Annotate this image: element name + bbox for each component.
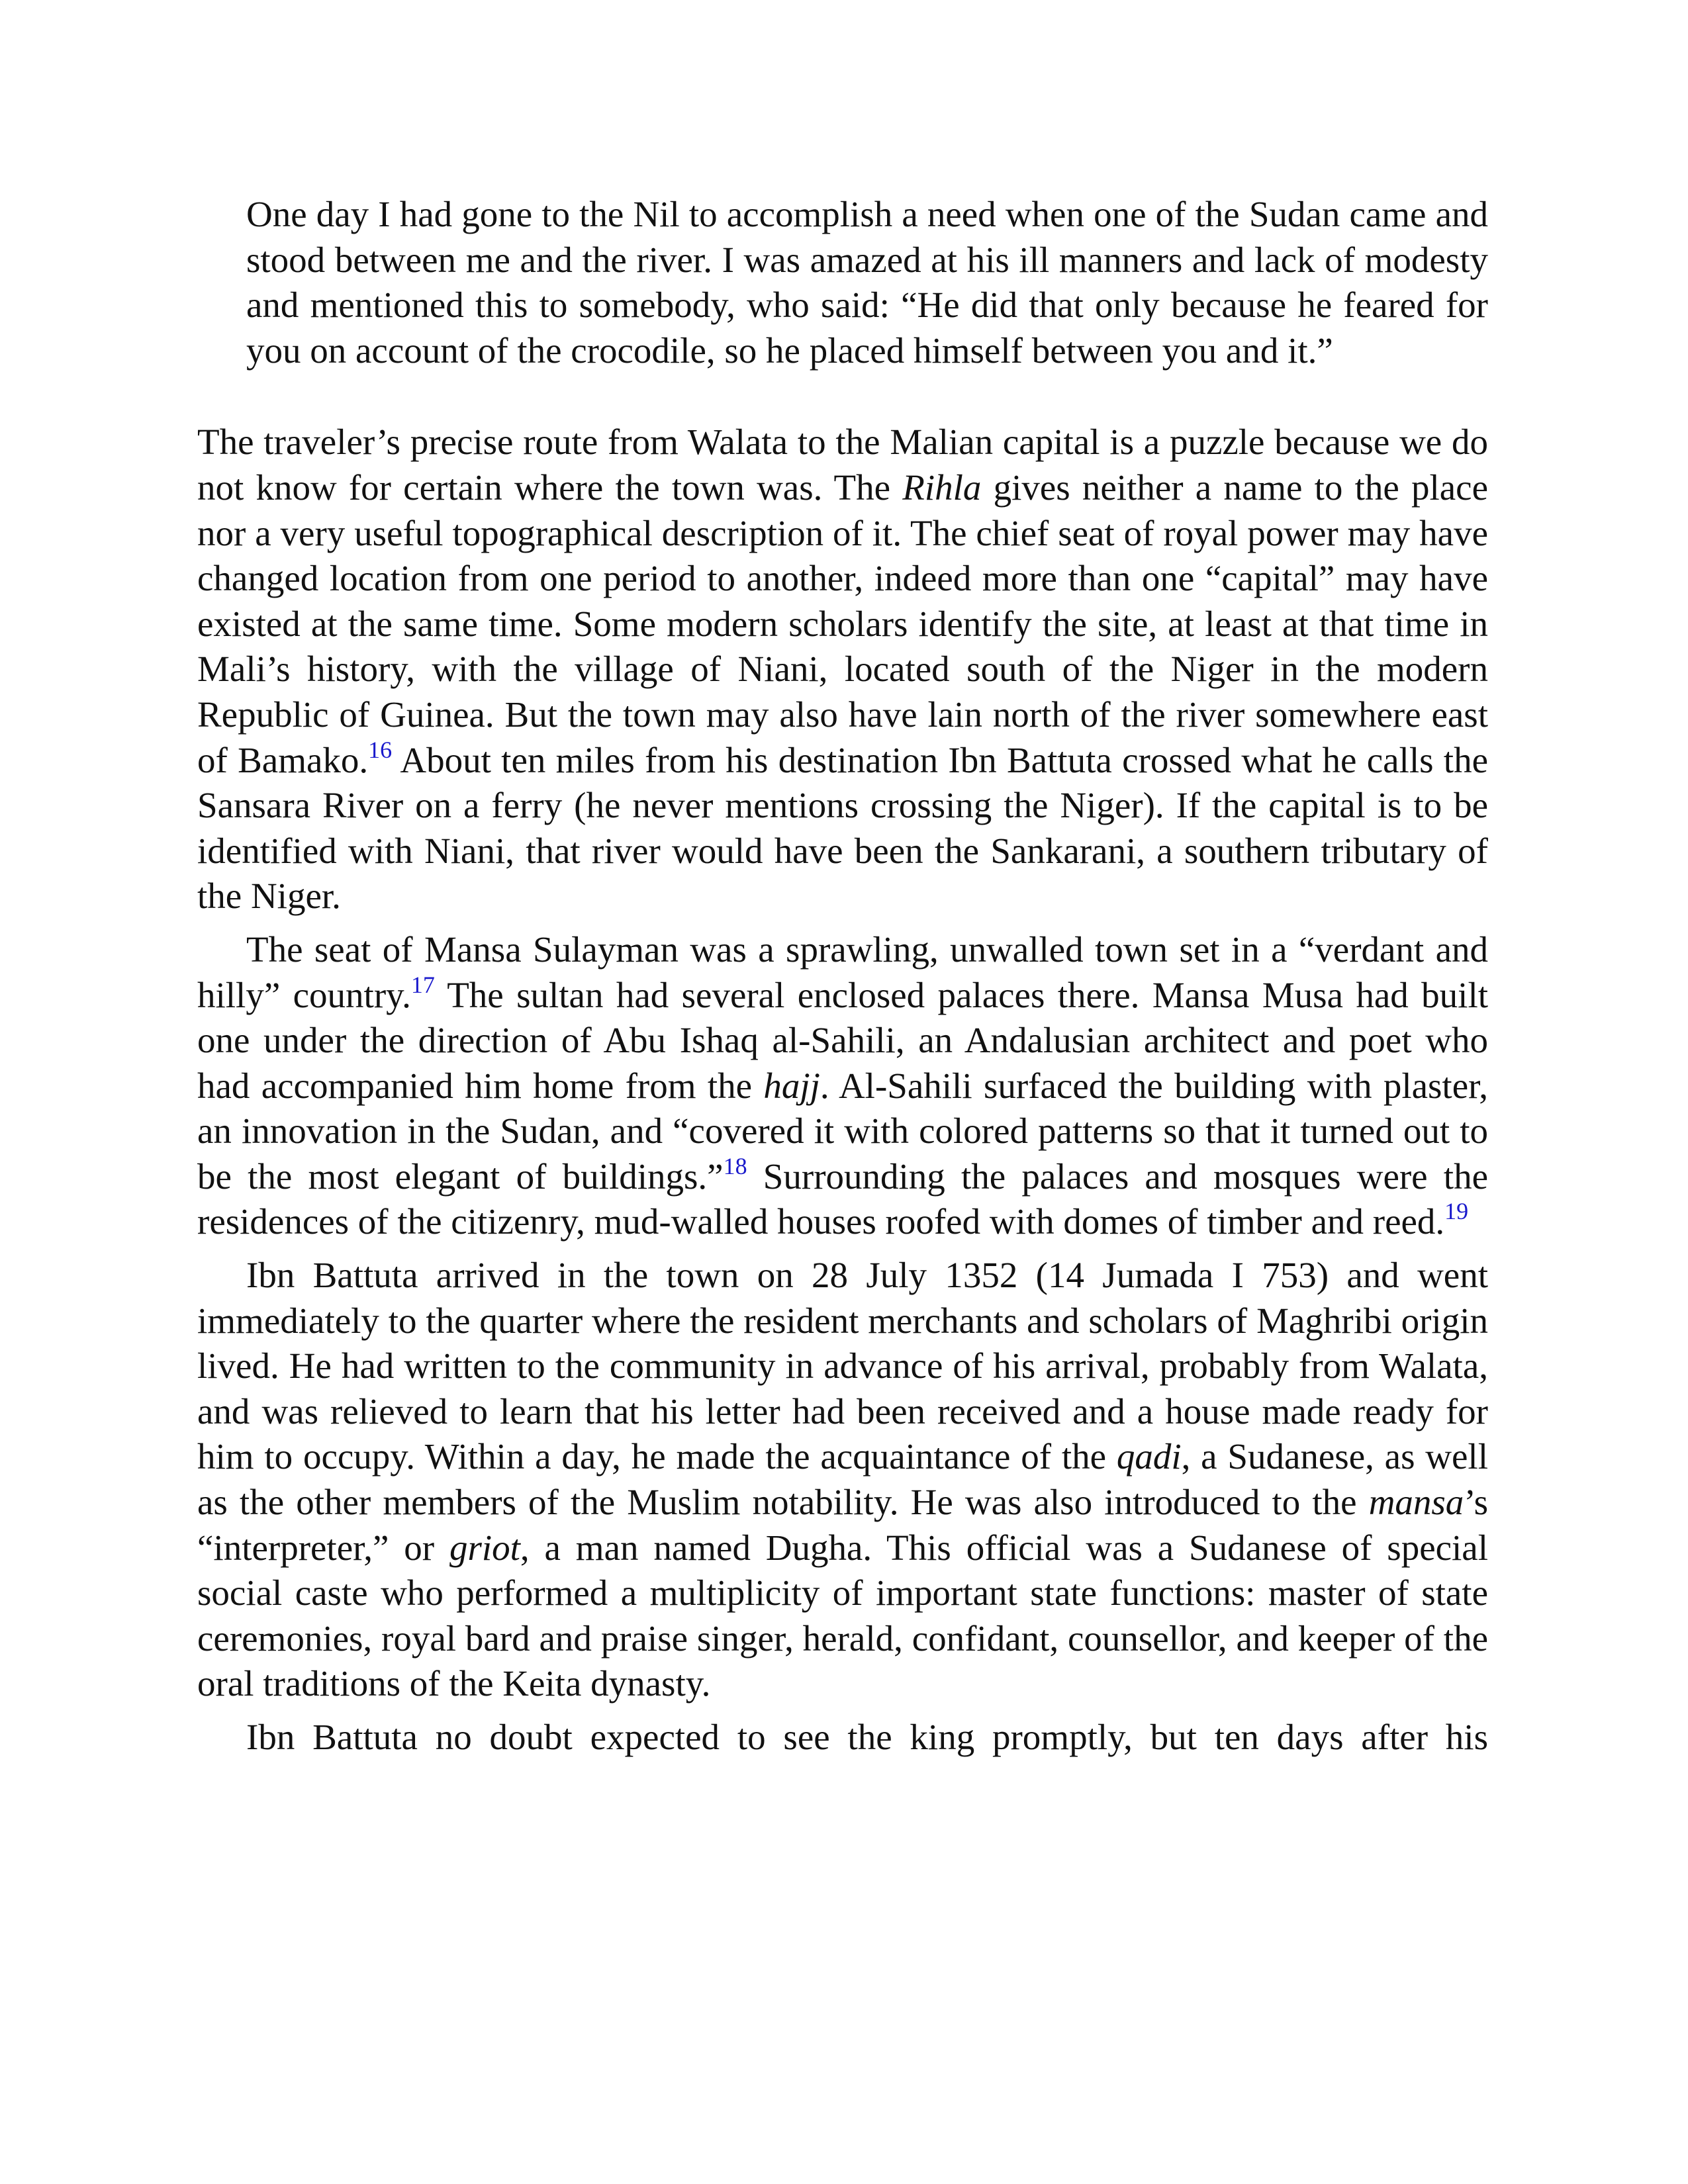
text-segment: gives neither a name to the place nor a very useful topographical description of it. The chief seat of royal power may have changed location from one period to another, indeed more than one “capital” may have existed at the same time. Some modern scholars identify the site, at least at that time in Mali’s history, with the village of Niani, located south of the Niger in the modern Republic of Guinea. But the town may also have lain north of the river somewhere east of Bamako. (197, 467, 1489, 780)
text-segment: About ten miles from his destination Ibn Battuta crossed what he calls the Sansara River on a ferry (he never mentions crossing the Niger). If the capital is to be identified with Niani, that river would have been the Sankarani, a southern tributary of the Niger. (197, 739, 1488, 917)
document-page (197, 192, 1488, 1768)
text-segment: The sultan had several enclosed palaces there. Mansa Musa had built one under the direction of Abu Ishaq al-Sahili, an Andalusian architect and poet who had accompanied him home from the (197, 974, 1489, 1106)
paragraph-route (197, 420, 1488, 919)
text-segment: . Al-Sahili surfaced the building with plaster, an innovation in the Sudan, and “covered it with colored patterns so that it turned out to be the most elegant of buildings.” (197, 1065, 1488, 1197)
footnote-link-19[interactable]: 19 (1444, 1198, 1469, 1225)
footnote-link-18[interactable]: 18 (723, 1152, 747, 1179)
italic-term-griot: griot (449, 1527, 520, 1568)
italic-term-hajj: hajj (763, 1065, 820, 1106)
italic-term-qadi: qadi (1116, 1436, 1182, 1477)
text-segment: ’s “interpreter,” or (197, 1482, 1488, 1568)
text-segment: The traveler’s precise route from Walata to the Malian capital is a puzzle because we do not know for certain where the town was. The (197, 422, 1488, 508)
text-segment: The seat of Mansa Sulayman was a sprawling, unwalled town set in a “verdant and hilly” country. (197, 929, 1488, 1015)
text-segment: Ibn Battuta no doubt expected to see the king promptly, but ten days after his (246, 1717, 1488, 1757)
block-quote: One day I had gone to the Nil to accomplish a need when one of the Sudan came and stood between me and the river. I was amazed at his ill manners and lack of modesty and mentioned this to somebody, who said: “He did that only because he feared for you on account of the crocodile, so he placed himself between you and it.” (246, 194, 1488, 371)
paragraph-continued (197, 1715, 1488, 1760)
italic-term-mansa: mansa (1368, 1482, 1464, 1523)
paragraph-seat (197, 927, 1488, 1245)
text-segment: Ibn Battuta arrived in the town on 28 July 1352 (14 Jumada I 753) and went immediately to the quarter where the resident merchants and scholars of Maghribi origin lived. He had written to the community in advance of his arrival, probably from Walata, and was relieved to learn that his letter had been received and a house made ready for him to occupy. Within a day, he made the acquaintance of the (197, 1255, 1488, 1477)
paragraph-arrival (197, 1253, 1488, 1707)
footnote-link-16[interactable]: 16 (368, 736, 393, 763)
italic-term-rihla: Rihla (902, 467, 982, 508)
footnote-link-17[interactable]: 17 (410, 971, 435, 998)
text-segment: , a Sudanese, as well as the other members of the Muslim notability. He was also introduced to the (197, 1436, 1488, 1523)
text-segment: Surrounding the palaces and mosques were the residences of the citizenry, mud-walled houses roofed with domes of timber and reed. (197, 1156, 1488, 1242)
text-segment: , a man named Dugha. This official was a Sudanese of special social caste who performed a multiplicity of important state functions: master of state ceremonies, royal bard and praise singer, herald, confidant, counsellor, and keeper of the oral traditions of the Keita dynasty. (197, 1527, 1488, 1704)
